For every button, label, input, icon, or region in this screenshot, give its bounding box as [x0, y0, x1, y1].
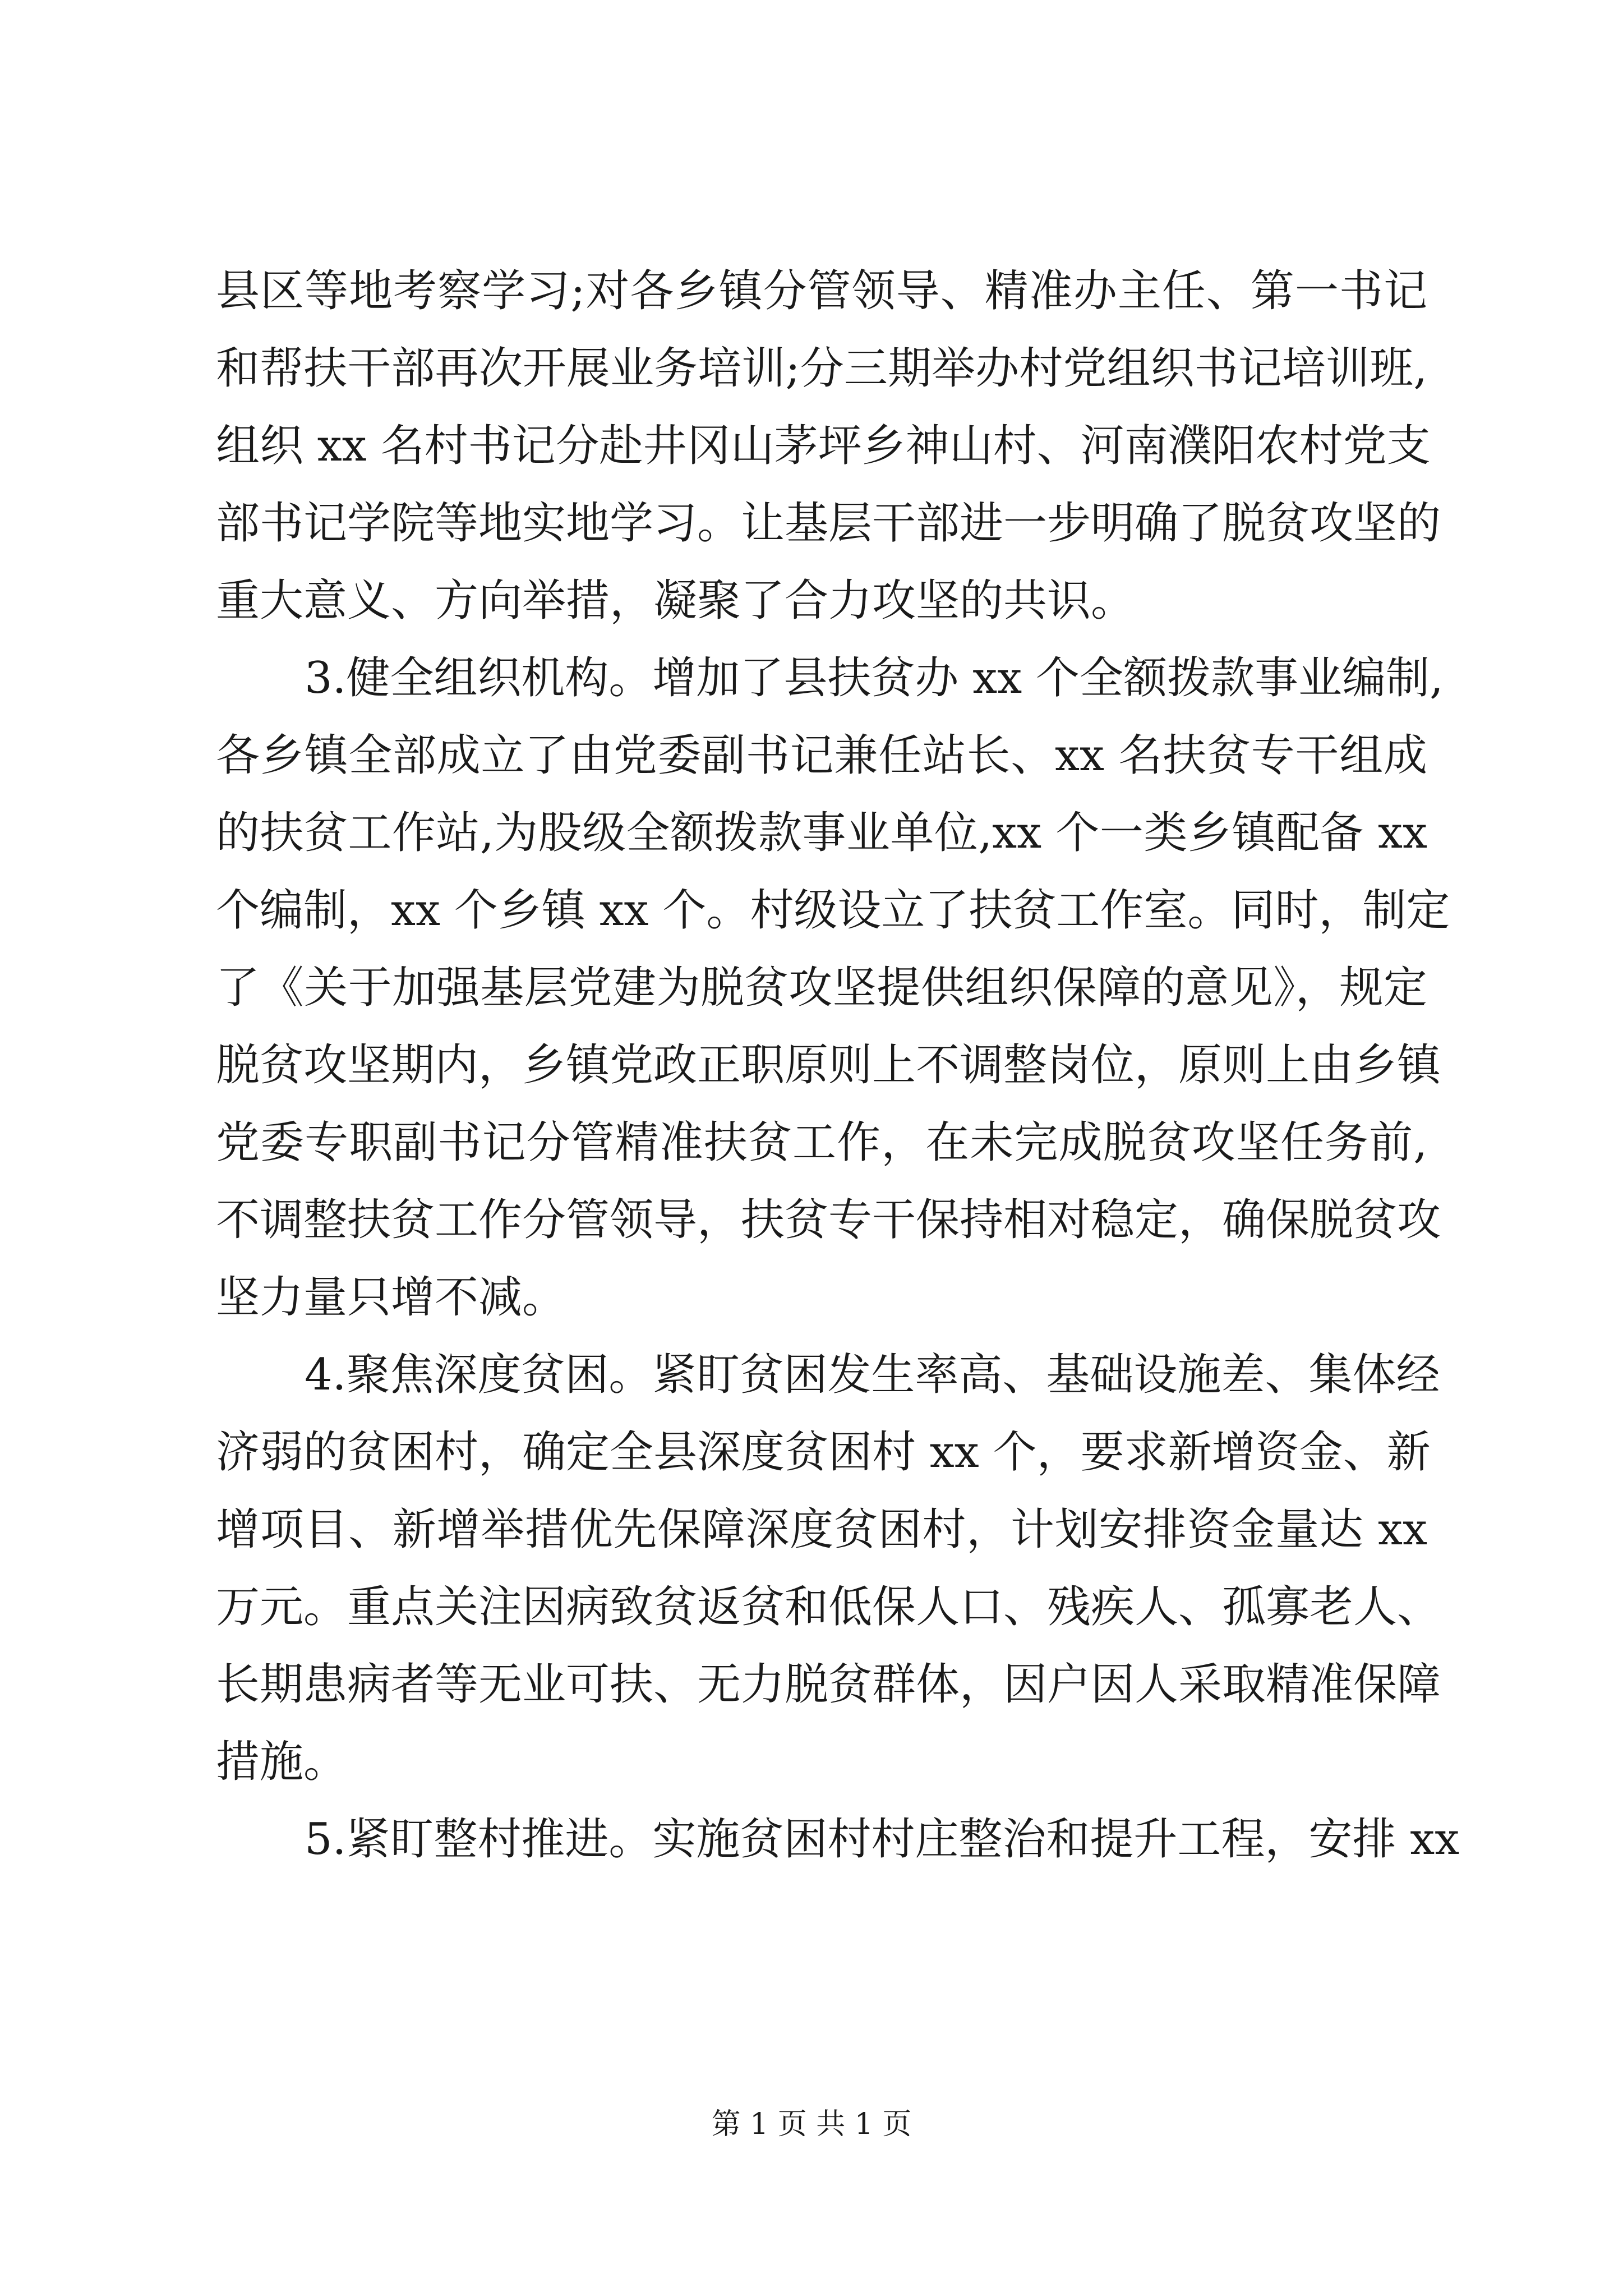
text-line: 党委专职副书记分管精准扶贫工作，在未完成脱贫攻坚任务前, — [216, 1117, 1427, 1168]
text-line: 组织 xx 名村书记分赴井冈山茅坪乡神山村、河南濮阳农村党支 — [216, 421, 1431, 471]
text-line: 了《关于加强基层党建为脱贫攻坚提供组织保障的意见》，规定 — [216, 963, 1427, 1013]
text-line: 各乡镇全部成立了由党委副书记兼任站长、xx 名扶贫专干组成 — [216, 730, 1427, 781]
text-line: 万元。重点关注因病致贫返贫和低保人口、残疾人、孤寡老人、 — [216, 1582, 1441, 1632]
text-line: 重大意义、方向举措，凝聚了合力攻坚的共识。 — [216, 576, 1135, 626]
text-line: 县区等地考察学习;对各乡镇分管领导、精准办主任、第一书记 — [216, 266, 1427, 316]
text-line: 5.紧盯整村推进。实施贫困村村庄整治和提升工程，安排 xx — [305, 1814, 1460, 1865]
text-line: 和帮扶干部再次开展业务培训;分三期举办村党组织书记培训班, — [216, 343, 1427, 394]
text-line: 的扶贫工作站,为股级全额拨款事业单位,xx 个一类乡镇配备 xx — [216, 808, 1427, 858]
text-line: 措施。 — [216, 1737, 348, 1787]
text-line: 长期患病者等无业可扶、无力脱贫群体，因户因人采取精准保障 — [216, 1659, 1441, 1710]
text-line: 脱贫攻坚期内，乡镇党政正职原则上不调整岗位，原则上由乡镇 — [216, 1040, 1441, 1091]
text-line: 济弱的贫困村，确定全县深度贫困村 xx 个，要求新增资金、新 — [216, 1427, 1431, 1478]
text-line: 坚力量只增不减。 — [216, 1272, 566, 1323]
text-line: 不调整扶贫工作分管领导，扶贫专干保持相对稳定，确保脱贫攻 — [216, 1195, 1441, 1245]
text-line: 部书记学院等地实地学习。让基层干部进一步明确了脱贫攻坚的 — [216, 498, 1441, 549]
text-line: 个编制，xx 个乡镇 xx 个。村级设立了扶贫工作室。同时，制定 — [216, 885, 1450, 936]
text-line: 3.健全组织机构。增加了县扶贫办 xx 个全额拨款事业编制, — [305, 653, 1444, 703]
page-footer: 第 1 页 共 1 页 — [711, 2108, 912, 2141]
body-text — [216, 252, 1460, 1878]
text-line: 4.聚焦深度贫困。紧盯贫困发生率高、基础设施差、集体经 — [305, 1350, 1440, 1400]
text-line: 增项目、新增举措优先保障深度贫困村，计划安排资金量达 xx — [216, 1504, 1427, 1555]
